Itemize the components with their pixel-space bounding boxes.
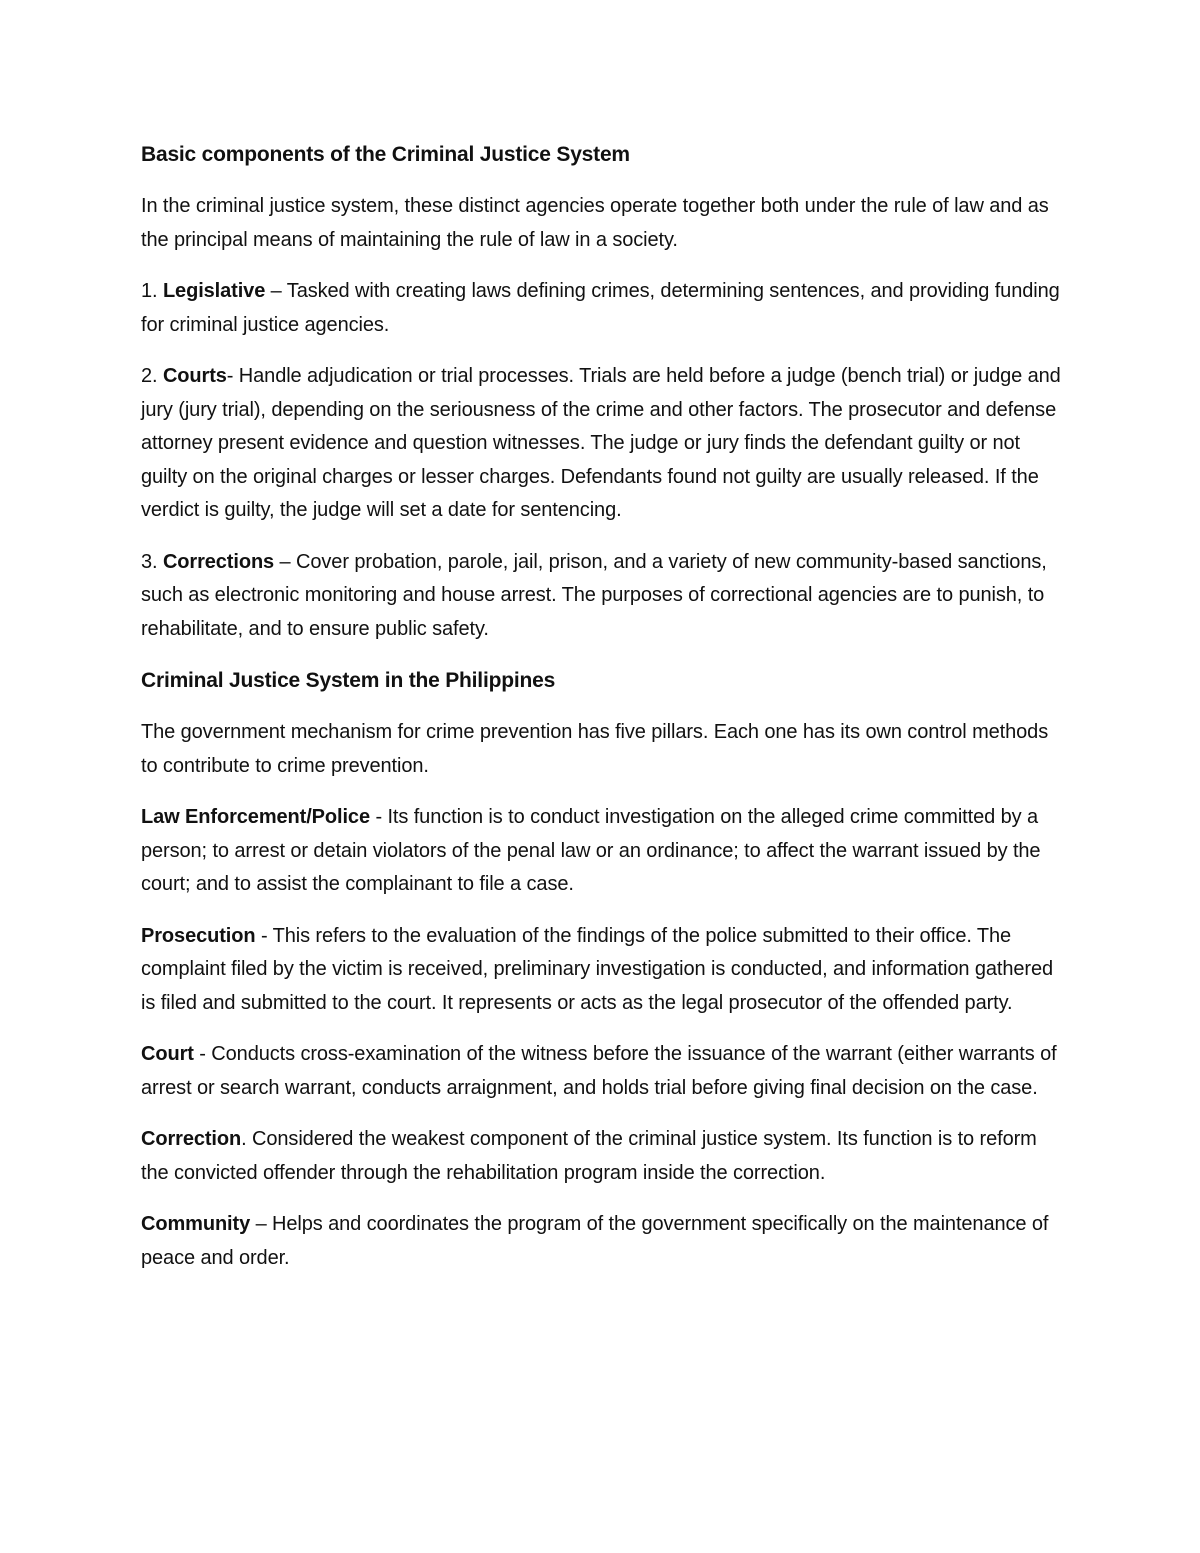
pillar-term: Court [141,1043,194,1065]
pillar-description: . Considered the weakest component of the criminal justice system. Its function is to reform the convicted offender through the rehabilitation program inside the correction. [141,1128,1037,1184]
pillar-correction [141,1123,1066,1190]
pillar-term: Law Enforcement/Police [141,806,370,828]
pillar-description: – Helps and coordinates the program of the government specifically on the maintenance of peace and order. [141,1213,1049,1269]
item-term: Corrections [162,550,275,573]
component-item-courts [141,360,1066,528]
pillar-term: Community [141,1213,251,1235]
pillar-law-enforcement [141,801,1066,902]
pillar-term: Prosecution [141,924,256,947]
section-heading-basic-components: Basic components of the Criminal Justice System [141,143,630,166]
item-description: – Tasked with creating laws defining crimes, determining sentences, and providing funding for criminal justice agencies. [141,280,1060,336]
item-term: Legislative [162,280,266,302]
pillar-community [141,1208,1066,1275]
item-number: 2. [141,365,163,387]
item-term: Courts [162,365,227,387]
pillar-term: Correction [141,1128,242,1150]
pillar-court [141,1038,1066,1105]
document-page [141,138,1066,1293]
item-number: 3. [141,550,163,573]
section-intro-philippines: The government mechanism for crime prevention has five pillars. Each one has its own control methods to contribute to crime prevention. [141,721,1049,777]
pillar-description: - Conducts cross-examination of the witness before the issuance of the warrant (either warrants of arrest or search warrant, conducts arraignment, and holds trial before giving final decision on the case. [141,1043,1057,1099]
pillar-description: - Its function is to conduct investigation on the alleged crime committed by a person; to arrest or detain violators of the penal law or an ordinance; to affect the warrant issued by the court; and to assist the complainant to file a case. [141,806,1041,895]
pillar-prosecution [141,920,1066,1021]
section-heading-philippines: Criminal Justice System in the Philippines [141,669,556,692]
section-intro-basic-components: In the criminal justice system, these distinct agencies operate together both under the rule of law and as the principal means of maintaining the rule of law in a society. [141,195,1049,251]
component-item-corrections [141,546,1066,647]
item-description: - Handle adjudication or trial processes. Trials are held before a judge (bench trial) or judge and jury (jury trial), depending on the seriousness of the crime and other factors. The prosecutor and defense attorney present evidence and question witnesses. The judge or jury finds the defendant guilty or not guilty on the original charges or lesser charges. Defendants found not guilty are usually released. If the verdict is guilty, the judge will set a date for sentencing. [141,365,1061,521]
item-number: 1. [141,280,163,302]
item-description: – Cover probation, parole, jail, prison, and a variety of new community-based sanctions, such as electronic monitoring and house arrest. The purposes of correctional agencies are to punish, to rehabilitate, and to ensure public safety. [141,550,1047,640]
component-item-legislative [141,275,1066,342]
pillar-description: - This refers to the evaluation of the findings of the police submitted to their office. The complaint filed by the victim is received, preliminary investigation is conducted, and information gathered is filed and submitted to the court. It represents or acts as the legal prosecutor of the offended party. [141,924,1053,1014]
